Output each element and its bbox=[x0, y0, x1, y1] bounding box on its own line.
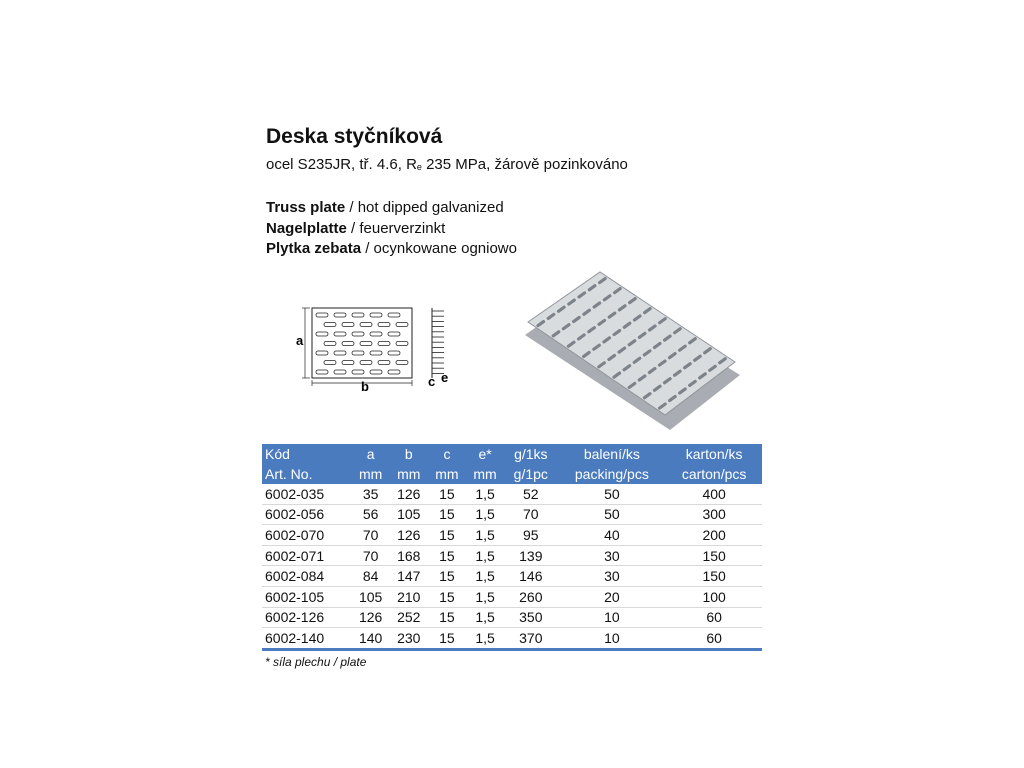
cell-e: 1,5 bbox=[466, 607, 504, 628]
header-cell: mm bbox=[466, 464, 504, 484]
cell-packing: 40 bbox=[557, 525, 666, 546]
cell-e: 1,5 bbox=[466, 525, 504, 546]
table-header-row bbox=[262, 444, 762, 464]
header-cell: a bbox=[352, 444, 390, 464]
cell-c: 15 bbox=[428, 607, 466, 628]
cell-code: 6002-056 bbox=[262, 504, 352, 525]
translation-desc: / feuerverzinkt bbox=[346, 219, 446, 237]
cell-weight: 70 bbox=[504, 504, 557, 525]
cell-c: 15 bbox=[428, 586, 466, 607]
table-row bbox=[262, 586, 762, 607]
translation-pl bbox=[266, 239, 517, 260]
cell-c: 15 bbox=[428, 628, 466, 650]
cell-a: 70 bbox=[352, 525, 390, 546]
cell-carton: 300 bbox=[666, 504, 762, 525]
cell-code: 6002-126 bbox=[262, 607, 352, 628]
header-cell: Kód bbox=[262, 444, 352, 464]
translation-name: Nagelplatte bbox=[266, 219, 347, 237]
cell-a: 84 bbox=[352, 566, 390, 587]
header-cell: mm bbox=[428, 464, 466, 484]
cell-a: 35 bbox=[352, 484, 390, 504]
label-b: b bbox=[361, 379, 369, 394]
table-header-row bbox=[262, 464, 762, 484]
header-cell: g/1ks bbox=[504, 444, 557, 464]
cell-packing: 30 bbox=[557, 566, 666, 587]
translations bbox=[266, 198, 517, 260]
cell-packing: 10 bbox=[557, 607, 666, 628]
header-cell: b bbox=[390, 444, 428, 464]
cell-b: 168 bbox=[390, 545, 428, 566]
label-c: c bbox=[428, 374, 436, 389]
cell-carton: 100 bbox=[666, 586, 762, 607]
cell-a: 126 bbox=[352, 607, 390, 628]
cell-a: 105 bbox=[352, 586, 390, 607]
cell-weight: 370 bbox=[504, 628, 557, 650]
translation-desc: / hot dipped galvanized bbox=[345, 199, 504, 216]
cell-weight: 260 bbox=[504, 586, 557, 607]
cell-weight: 52 bbox=[504, 484, 557, 504]
cell-code: 6002-084 bbox=[262, 566, 352, 587]
label-a: a bbox=[296, 333, 304, 348]
footnote: * síla plechu / plate bbox=[265, 655, 367, 669]
cell-b: 230 bbox=[390, 628, 428, 650]
cell-e: 1,5 bbox=[466, 566, 504, 587]
cell-packing: 30 bbox=[557, 545, 666, 566]
table-row bbox=[262, 566, 762, 587]
cell-carton: 200 bbox=[666, 525, 762, 546]
header-cell: mm bbox=[352, 464, 390, 484]
table-row bbox=[262, 484, 762, 504]
header-cell: mm bbox=[390, 464, 428, 484]
cell-e: 1,5 bbox=[466, 484, 504, 504]
cell-weight: 139 bbox=[504, 545, 557, 566]
truss-plate-image bbox=[520, 270, 745, 435]
table-row bbox=[262, 607, 762, 628]
header-cell: g/1pc bbox=[504, 464, 557, 484]
material-spec-prefix: ocel S235JR, tř. 4.6, R bbox=[266, 156, 417, 173]
cell-carton: 60 bbox=[666, 628, 762, 650]
cell-packing: 50 bbox=[557, 504, 666, 525]
cell-code: 6002-070 bbox=[262, 525, 352, 546]
cell-b: 252 bbox=[390, 607, 428, 628]
translation-en bbox=[266, 198, 517, 219]
cell-e: 1,5 bbox=[466, 504, 504, 525]
cell-carton: 60 bbox=[666, 607, 762, 628]
header-cell: carton/pcs bbox=[666, 464, 762, 484]
translation-desc: / ocynkowane ogniowo bbox=[361, 240, 517, 257]
table-row bbox=[262, 525, 762, 546]
cell-a: 140 bbox=[352, 628, 390, 650]
header-cell: Art. No. bbox=[262, 464, 352, 484]
cell-a: 56 bbox=[352, 504, 390, 525]
cell-weight: 350 bbox=[504, 607, 557, 628]
cell-e: 1,5 bbox=[466, 628, 504, 650]
table-row bbox=[262, 504, 762, 525]
cell-code: 6002-071 bbox=[262, 545, 352, 566]
cell-e: 1,5 bbox=[466, 586, 504, 607]
cell-code: 6002-105 bbox=[262, 586, 352, 607]
cell-carton: 150 bbox=[666, 545, 762, 566]
cell-b: 210 bbox=[390, 586, 428, 607]
page-title: Deska styčníková bbox=[266, 125, 443, 148]
cell-b: 105 bbox=[390, 504, 428, 525]
material-spec bbox=[266, 156, 628, 173]
cell-c: 15 bbox=[428, 525, 466, 546]
cell-weight: 95 bbox=[504, 525, 557, 546]
header-cell: e* bbox=[466, 444, 504, 464]
cell-packing: 20 bbox=[557, 586, 666, 607]
spec-table bbox=[262, 444, 762, 651]
cell-packing: 10 bbox=[557, 628, 666, 650]
table-row bbox=[262, 545, 762, 566]
cell-a: 70 bbox=[352, 545, 390, 566]
header-cell: packing/pcs bbox=[557, 464, 666, 484]
cell-carton: 150 bbox=[666, 566, 762, 587]
translation-name: Truss plate bbox=[266, 199, 346, 216]
cell-c: 15 bbox=[428, 484, 466, 504]
cell-e: 1,5 bbox=[466, 545, 504, 566]
cell-carton: 400 bbox=[666, 484, 762, 504]
cell-b: 126 bbox=[390, 525, 428, 546]
cell-b: 147 bbox=[390, 566, 428, 587]
header-cell: balení/ks bbox=[557, 444, 666, 464]
cell-c: 15 bbox=[428, 545, 466, 566]
label-e: e bbox=[441, 370, 449, 385]
cell-weight: 146 bbox=[504, 566, 557, 587]
cell-b: 126 bbox=[390, 484, 428, 504]
header-cell: karton/ks bbox=[666, 444, 762, 464]
cell-code: 6002-035 bbox=[262, 484, 352, 504]
cell-packing: 50 bbox=[557, 484, 666, 504]
cell-c: 15 bbox=[428, 566, 466, 587]
cell-code: 6002-140 bbox=[262, 628, 352, 650]
translation-name: Plytka zebata bbox=[266, 240, 362, 257]
material-spec-sub: e bbox=[416, 162, 422, 172]
header-cell: c bbox=[428, 444, 466, 464]
dimension-drawing bbox=[292, 300, 462, 400]
cell-c: 15 bbox=[428, 504, 466, 525]
material-spec-suffix: 235 MPa, žárově pozinkováno bbox=[421, 156, 628, 173]
translation-de bbox=[266, 219, 517, 240]
table-row bbox=[262, 628, 762, 650]
